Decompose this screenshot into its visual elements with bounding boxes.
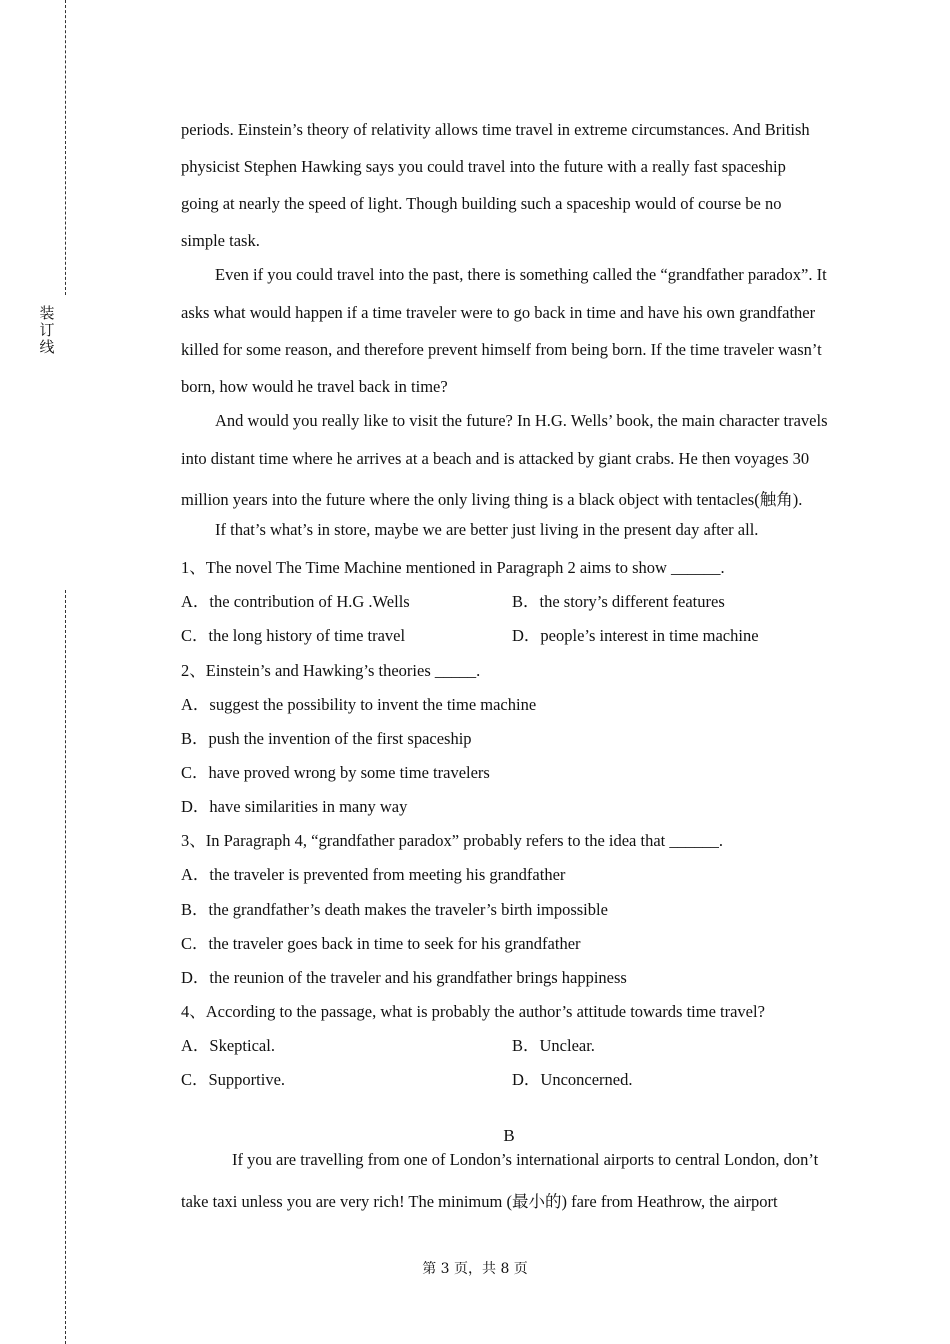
- question-stem: 1、The novel The Time Machine mentioned in Paragraph 2 aims to show ______.: [181, 558, 725, 577]
- option-a: A．Skeptical.: [181, 1036, 275, 1055]
- passage-line: million years into the future where the only living thing is a black object with tentacles(触角).: [181, 490, 803, 509]
- option-b: B．the grandfather’s death makes the traveler’s birth impossible: [181, 900, 608, 919]
- option-c: C．the traveler goes back in time to seek for his grandfather: [181, 934, 581, 953]
- passage-line: simple task.: [181, 231, 260, 250]
- option-b: B．Unclear.: [512, 1036, 595, 1055]
- passage-line: asks what would happen if a time traveler were to go back in time and have his own grandfather: [181, 303, 816, 322]
- option-a: A．suggest the possibility to invent the time machine: [181, 695, 537, 714]
- option-a: A．the traveler is prevented from meeting his grandfather: [181, 865, 566, 884]
- passage-line: If you are travelling from one of London’s international airports to central London, don’t: [232, 1150, 819, 1169]
- option-d: D．people’s interest in time machine: [512, 626, 759, 645]
- question-stem: 2、Einstein’s and Hawking’s theories _____.: [181, 661, 481, 680]
- binding-label: [37, 305, 57, 356]
- page-footer: 第 3 页，共 8 页: [422, 1261, 528, 1277]
- passage-line: periods. Einstein’s theory of relativity allows time travel in extreme circumstances. And British: [181, 120, 810, 139]
- option-a: A．the contribution of H.G .Wells: [181, 592, 410, 611]
- passage-line: Even if you could travel into the past, there is something called the “grandfather paradox”. It: [215, 265, 827, 284]
- passage-line: And would you really like to visit the future? In H.G. Wells’ book, the main character travels: [215, 411, 828, 430]
- passage-line: take taxi unless you are very rich! The minimum (最小的) fare from Heathrow, the airport: [181, 1192, 778, 1211]
- passage-line: going at nearly the speed of light. Though building such a spaceship would of course be no: [181, 194, 782, 213]
- passage-line: born, how would he travel back in time?: [181, 377, 448, 396]
- question-stem: 4、According to the passage, what is probably the author’s attitude towards time travel?: [181, 1002, 765, 1021]
- option-b: B．the story’s different features: [512, 592, 725, 611]
- option-c: C．Supportive.: [181, 1070, 286, 1089]
- option-d: D．the reunion of the traveler and his grandfather brings happiness: [181, 968, 627, 987]
- binding-label-char: 线: [39, 338, 55, 356]
- binding-dashed-line-bottom: [65, 590, 66, 1344]
- passage-line: physicist Stephen Hawking says you could travel into the future with a really fast spaceship: [181, 157, 786, 176]
- option-c: C．have proved wrong by some time travelers: [181, 763, 490, 782]
- binding-label-char: 订: [39, 321, 55, 339]
- question-stem: 3、In Paragraph 4, “grandfather paradox” probably refers to the idea that ______.: [181, 831, 724, 850]
- binding-dashed-line-top: [65, 0, 66, 295]
- passage-line: into distant time where he arrives at a beach and is attacked by giant crabs. He then voyages 30: [181, 449, 810, 468]
- passage-line: If that’s what’s in store, maybe we are better just living in the present day after all.: [215, 520, 759, 539]
- section-title: B: [503, 1126, 515, 1145]
- option-b: B．push the invention of the first spaceship: [181, 729, 472, 748]
- passage-line: killed for some reason, and therefore prevent himself from being born. If the time traveler wasn’t: [181, 340, 822, 359]
- binding-label-char: 装: [39, 304, 55, 322]
- option-d: D．have similarities in many way: [181, 797, 408, 816]
- option-c: C．the long history of time travel: [181, 626, 406, 645]
- option-d: D．Unconcerned.: [512, 1070, 633, 1089]
